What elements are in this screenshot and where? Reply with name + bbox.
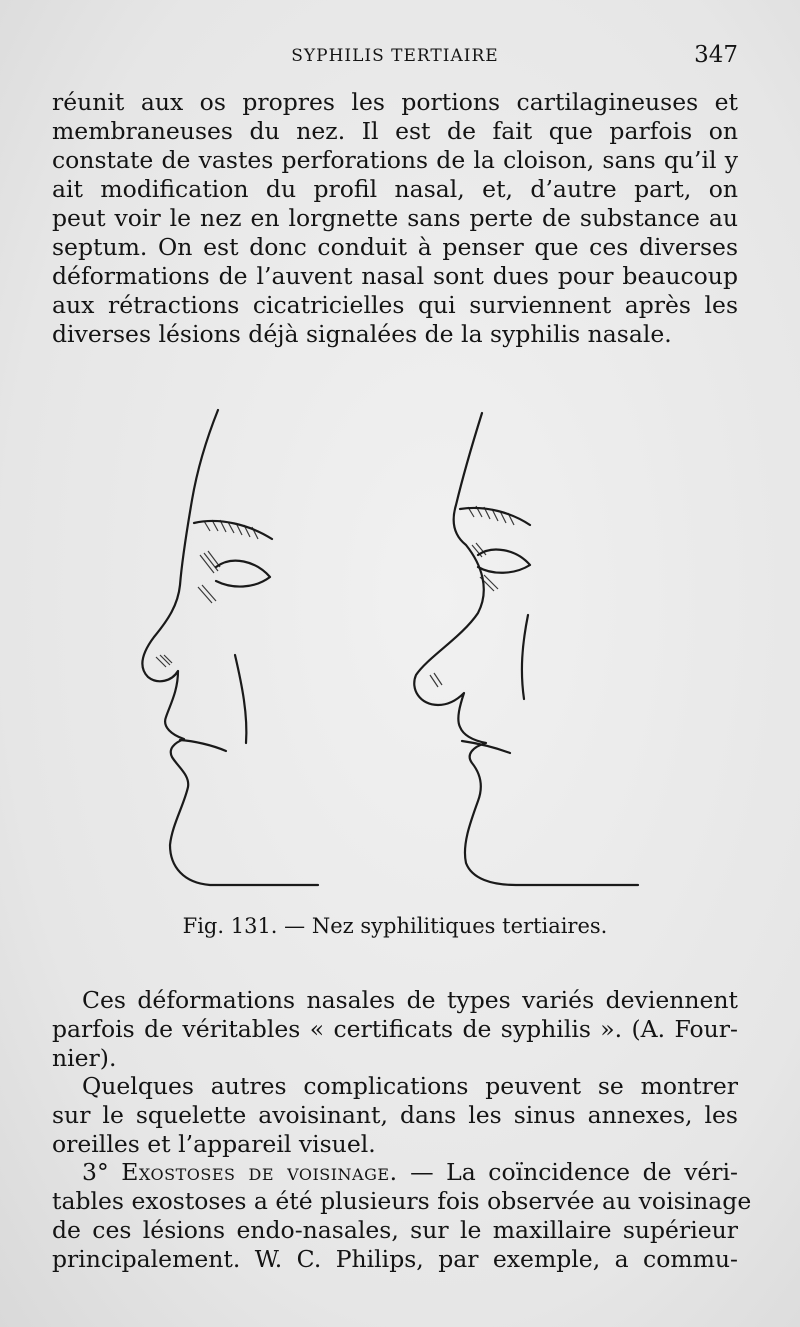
text-line: Quelques autres complications peuvent se montrer [82, 1072, 738, 1100]
running-title: SYPHILIS TERTIAIRE [291, 46, 499, 66]
figure-caption: Fig. 131. — Nez syphilitiques tertiaires. [182, 914, 608, 938]
right-nostril-shading [430, 673, 442, 687]
text-line: oreilles et l’appareil visuel. [52, 1130, 376, 1158]
page-number: 347 [694, 42, 738, 68]
text-line: parfois de véritables « certificats de syphilis ». (A. Four- [52, 1015, 738, 1043]
section-number: 3° [82, 1158, 109, 1186]
left-nostril-shading [156, 655, 172, 667]
text-line: membraneuses du nez. Il est de fait que parfois on [52, 117, 738, 145]
text-line: aux rétractions cicatricielles qui surviennent après les [52, 291, 738, 319]
text-line: constate de vastes perforations de la cloison, sans qu’il y [52, 146, 738, 174]
text-line: de ces lésions endo-nasales, sur le maxillaire supérieur [52, 1216, 738, 1244]
text-line: principalement. W. C. Philips, par exemple, a commu- [52, 1245, 738, 1273]
left-eye [216, 561, 270, 587]
text-line: diverses lésions déjà signalées de la syphilis nasale. [52, 320, 672, 348]
paragraph-complications [52, 1072, 738, 1159]
figure-nose-profiles [120, 405, 680, 895]
right-cheek-line [522, 615, 528, 699]
paragraph-certificats [52, 986, 738, 1073]
text-line: nier). [52, 1044, 117, 1072]
running-header [52, 40, 738, 70]
text-line: déformations de l’auvent nasal sont dues pour beaucoup [52, 262, 738, 290]
right-profile-outline [414, 413, 638, 885]
text-line: sur le squelette avoisinant, dans les sinus annexes, les [52, 1101, 738, 1129]
text-line: tables exostoses a été plusieurs fois observée au voisinage [52, 1187, 752, 1215]
right-brow-hatching [468, 506, 514, 591]
text-line: peut voir le nez en lorgnette sans perte de substance au [52, 204, 738, 232]
section-heading: Exostoses de voisinage. [121, 1158, 398, 1186]
text-line-with-heading [52, 1158, 738, 1187]
paragraph-exostoses [52, 1158, 752, 1274]
nose-profiles-illustration [120, 405, 680, 895]
left-cheek-line [235, 655, 246, 743]
text-line: ait modification du profil nasal, et, d’autre part, on [52, 175, 738, 203]
text-line: réunit aux os propres les portions cartilagineuses et [52, 88, 738, 116]
heading-line-rest: — La coïncidence de véri- [410, 1158, 738, 1186]
text-line: Ces déformations nasales de types variés deviennent [82, 986, 738, 1014]
text-line: septum. On est donc conduit à penser que ces diverses [52, 233, 738, 261]
left-lip-line [180, 740, 226, 751]
left-profile-outline [142, 410, 318, 885]
paragraph-intro [52, 88, 738, 349]
right-eye [478, 550, 530, 573]
